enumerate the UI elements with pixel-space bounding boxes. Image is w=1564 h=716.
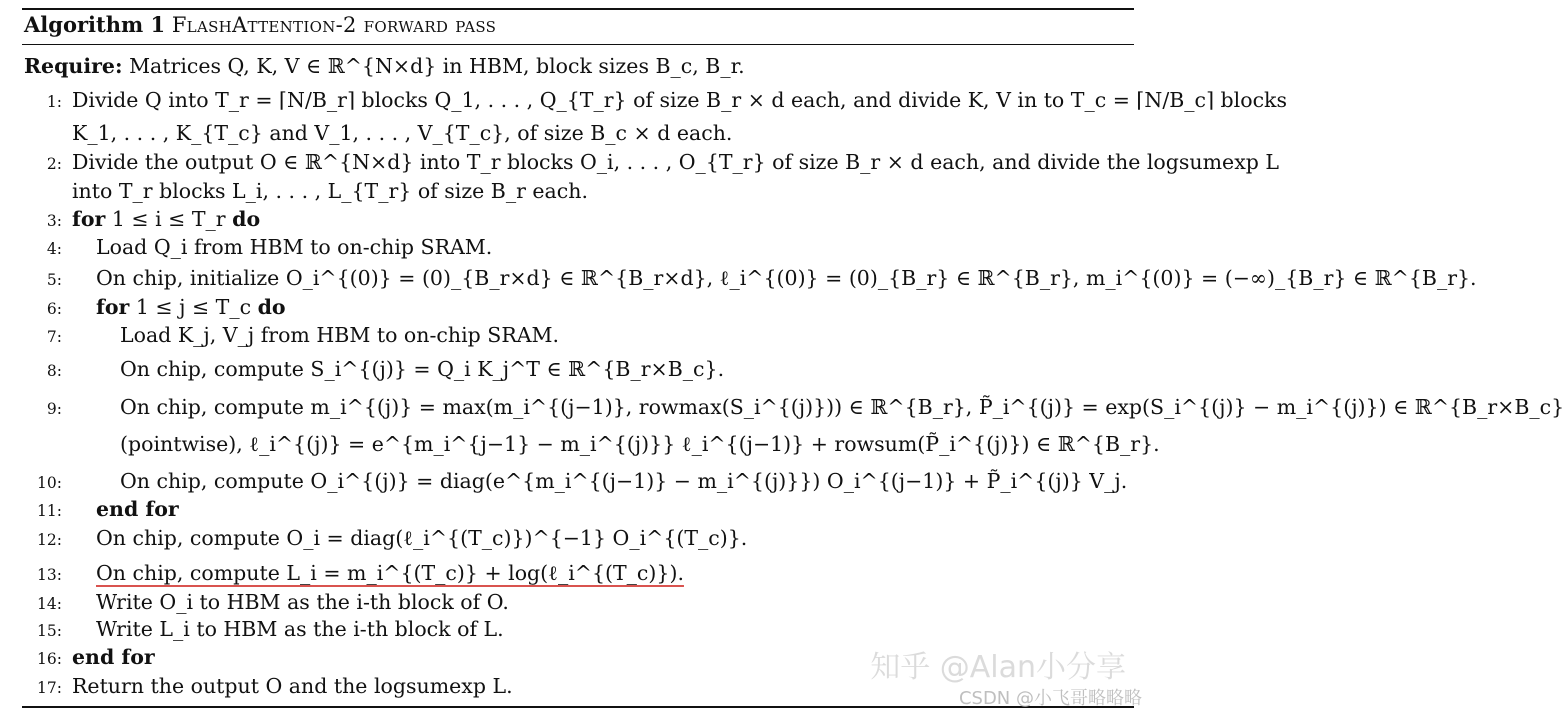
- line-number: 10:: [37, 474, 62, 492]
- algo-line-14: [24, 588, 1134, 618]
- line-number: 13:: [37, 566, 62, 584]
- line-number: 8:: [46, 362, 62, 380]
- line-number: 3:: [46, 212, 62, 230]
- do-keyword: do: [232, 207, 261, 231]
- require-line: [24, 52, 1134, 80]
- line-text: On chip, compute O_i^{(j)} = diag(e^{m_i^{(j−1)} − m_i^{(j)}}) O_i^{(j−1)} + P̃_i^{(j)} V_j.: [120, 469, 1128, 493]
- require-keyword: Require:: [24, 54, 123, 78]
- algo-line-2-cont: [24, 177, 1134, 205]
- line-number: 12:: [37, 531, 62, 549]
- line-number: 5:: [46, 271, 62, 289]
- algo-line-9-cont: [24, 430, 1160, 458]
- algo-line-6: [24, 293, 1134, 323]
- line-text: On chip, compute O_i = diag(ℓ_i^{(T_c)})^{−1} O_i^{(T_c)}.: [96, 526, 748, 550]
- algorithm-label: Algorithm 1: [24, 12, 166, 37]
- line-text: On chip, compute S_i^{(j)} = Q_i K_j^T ∈ ℝ^{B_r×B_c}.: [120, 357, 725, 381]
- line-text: Write O_i to HBM as the i-th block of O.: [96, 590, 509, 614]
- end-for-keyword: end for: [72, 645, 155, 669]
- line-text: (pointwise), ℓ_i^{(j)} = e^{m_i^{j−1} − m_i^{(j)}} ℓ_i^{(j−1)} + rowsum(P̃_i^{(j)}) ∈ ℝ^{B_r}.: [120, 432, 1160, 456]
- line-text: Divide the output O ∈ ℝ^{N×d} into T_r blocks O_i, . . . , O_{T_r} of size B_r × d each, and divide the logsumexp L: [72, 150, 1280, 174]
- algo-line-9: [24, 393, 1564, 423]
- algo-line-11: [24, 495, 1134, 525]
- line-number: 2:: [46, 155, 62, 173]
- line-number: 15:: [37, 622, 62, 640]
- do-keyword: do: [257, 295, 286, 319]
- for-keyword: for: [96, 295, 130, 319]
- line-text: 1 ≤ i ≤ T_r: [111, 207, 226, 231]
- top-rule: [22, 8, 1134, 10]
- algo-line-2: [24, 148, 1280, 178]
- line-number: 4:: [46, 240, 62, 258]
- line-text: On chip, compute m_i^{(j)} = max(m_i^{(j−1)}, rowmax(S_i^{(j)})) ∈ ℝ^{B_r}, P̃_i^{(j)} = exp(S_i^{(j)} − m_i^{(j)}) ∈ ℝ^{B_r×B_c}: [120, 395, 1564, 419]
- line-text: Write L_i to HBM as the i-th block of L.: [96, 617, 504, 641]
- require-text: Matrices Q, K, V ∈ ℝ^{N×d} in HBM, block sizes B_c, B_r.: [129, 54, 745, 78]
- line-number: 7:: [46, 328, 62, 346]
- algorithm-name: FlashAttention-2 forward pass: [171, 13, 497, 37]
- algorithm-title: [24, 12, 496, 37]
- algo-line-12: [24, 524, 1134, 554]
- line-number: 14:: [37, 595, 62, 613]
- algo-line-13: [24, 559, 1134, 589]
- algo-line-7: [24, 321, 1134, 351]
- algo-line-4: [24, 233, 1134, 263]
- line-text: K_1, . . . , K_{T_c} and V_1, . . . , V_{T_c}, of size B_c × d each.: [72, 121, 733, 145]
- zhihu-watermark: 知乎 @Alan小分享: [870, 650, 1126, 685]
- line-text: Divide Q into T_r = ⌈N/B_r⌉ blocks Q_1, . . . , Q_{T_r} of size B_r × d each, and divide K, V in to T_c = ⌈N/B_c⌉ blocks: [72, 88, 1287, 112]
- header-rule: [22, 44, 1134, 45]
- algo-line-1-cont: [24, 119, 1134, 147]
- line-text: Load K_j, V_j from HBM to on-chip SRAM.: [120, 323, 560, 347]
- line-number: 6:: [46, 300, 62, 318]
- csdn-watermark: CSDN @小飞哥略略略: [958, 688, 1142, 709]
- line-number: 11:: [37, 502, 62, 520]
- line-text: 1 ≤ j ≤ T_c: [135, 295, 252, 319]
- line-number: 1:: [46, 93, 62, 111]
- algo-line-1: [24, 86, 1287, 116]
- line-number: 9:: [46, 400, 62, 418]
- line-number: 17:: [37, 679, 62, 697]
- algo-line-8: [24, 355, 1134, 385]
- line-text: On chip, initialize O_i^{(0)} = (0)_{B_r×d} ∈ ℝ^{B_r×d}, ℓ_i^{(0)} = (0)_{B_r} ∈ ℝ^{B_r}, m_i^{(0)} = (−∞)_{B_r} ∈ ℝ^{B_r}.: [96, 266, 1477, 290]
- line-text: Return the output O and the logsumexp L.: [72, 674, 513, 698]
- end-for-keyword: end for: [96, 497, 179, 521]
- line-number: 16:: [37, 650, 62, 668]
- algo-line-5: [24, 264, 1477, 294]
- for-keyword: for: [72, 207, 106, 231]
- algo-line-10: [24, 467, 1134, 497]
- line-text: into T_r blocks L_i, . . . , L_{T_r} of size B_r each.: [72, 179, 588, 203]
- algo-line-3: [24, 205, 1134, 235]
- line-text: On chip, compute L_i = m_i^{(T_c)} + log(ℓ_i^{(T_c)}).: [96, 561, 684, 585]
- line-text: Load Q_i from HBM to on-chip SRAM.: [96, 235, 493, 259]
- algo-line-15: [24, 615, 1134, 645]
